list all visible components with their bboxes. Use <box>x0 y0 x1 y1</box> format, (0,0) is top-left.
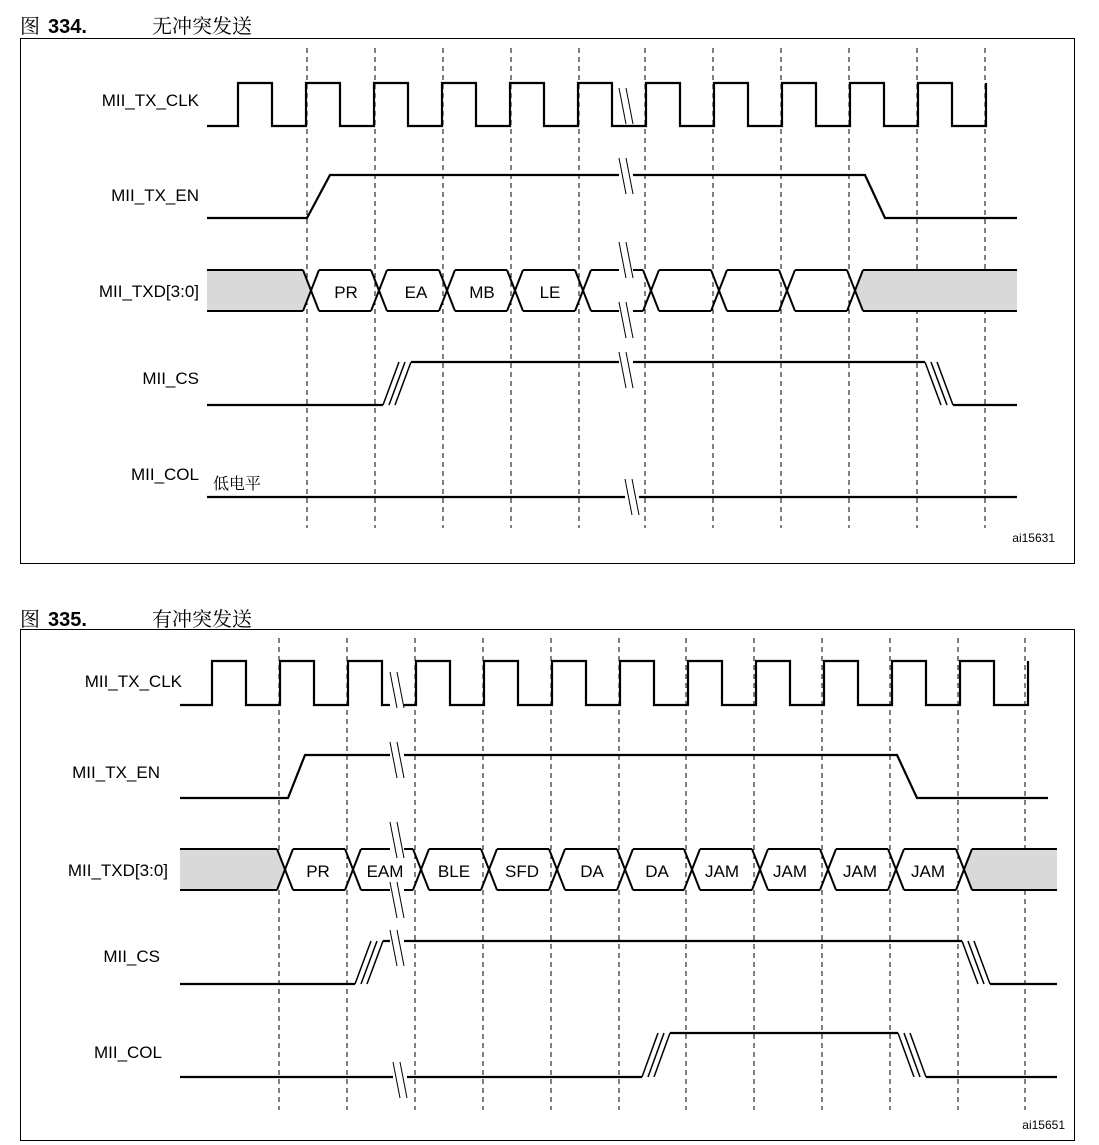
field-label: BLE <box>437 862 471 881</box>
clk-waveform <box>180 661 1028 705</box>
break-mark-0-gap <box>390 672 404 708</box>
figure-word: 图 <box>20 14 40 38</box>
field-label: PR <box>334 283 358 302</box>
signal-label-col: MII_COL <box>93 1043 162 1062</box>
figure-word: 图 <box>20 607 40 631</box>
field-label: SFD <box>505 862 539 881</box>
signal-label-col: MII_COL <box>130 465 199 484</box>
figure-caption: 有冲突发送 <box>152 607 252 631</box>
signal-label-cs: MII_CS <box>103 947 160 966</box>
figure-ref-code: ai15631 <box>1012 531 1055 545</box>
figure-number: 335. <box>48 609 87 631</box>
field-label: JAM <box>773 862 807 881</box>
field-label: DA <box>645 862 669 881</box>
figure-ref-code: ai15651 <box>1022 1118 1065 1132</box>
break-mark-5-gap <box>393 1062 407 1098</box>
signal-label-en: MII_TX_EN <box>72 763 160 782</box>
field-label: MB <box>469 283 495 302</box>
field-label: EAM <box>366 862 404 881</box>
field-label: JAM <box>911 862 945 881</box>
field-label: EA <box>404 283 428 302</box>
txd-bus-idle-end <box>964 849 1057 890</box>
col-note: 低电平 <box>213 474 262 493</box>
signal-label-clk: MII_TX_CLK <box>84 672 182 691</box>
field-label: PR <box>306 862 330 881</box>
signal-label-txd: MII_TXD[3:0] <box>67 861 168 880</box>
en-waveform <box>180 755 1048 798</box>
signal-label-en: MII_TX_EN <box>111 186 199 205</box>
break-mark-1-gap <box>390 742 404 778</box>
figure-caption: 无冲突发送 <box>152 14 252 38</box>
figure-number: 334. <box>48 16 87 38</box>
field-label: JAM <box>843 862 877 881</box>
signal-label-clk: MII_TX_CLK <box>101 91 199 110</box>
break-mark-3-gap <box>390 882 404 918</box>
signal-label-txd: MII_TXD[3:0] <box>98 282 199 301</box>
txd-bus-idle-start <box>180 849 285 890</box>
field-label: JAM <box>705 862 739 881</box>
break-mark-4-gap <box>390 930 404 966</box>
field-label: DA <box>580 862 604 881</box>
break-mark-2-gap <box>390 822 404 858</box>
signal-label-cs: MII_CS <box>142 369 199 388</box>
field-label: LE <box>539 283 561 302</box>
